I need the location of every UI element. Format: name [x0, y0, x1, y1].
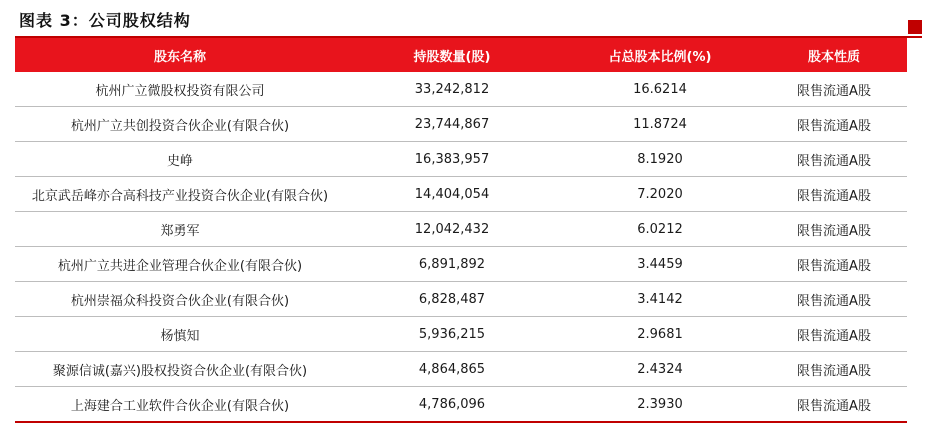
cell-share-type: 限售流通A股: [761, 282, 907, 317]
cell-share-type: 限售流通A股: [761, 72, 907, 107]
table-row: [15, 72, 907, 107]
table-row: [15, 247, 907, 282]
cell-share-type: 限售流通A股: [761, 177, 907, 212]
corner-accent-mark: [908, 20, 922, 34]
cell-share-count: 4,864,865: [345, 352, 559, 387]
cell-shareholder-name: 杭州广立共创投资合伙企业(有限合伙): [15, 107, 345, 142]
cell-share-count: 4,786,096: [345, 387, 559, 423]
cell-share-count: 14,404,054: [345, 177, 559, 212]
cell-share-ratio: 3.4459: [559, 247, 761, 282]
cell-shareholder-name: 史峥: [15, 142, 345, 177]
cell-share-ratio: 8.1920: [559, 142, 761, 177]
table-row: [15, 282, 907, 317]
figure-title: 图表 3：公司股权结构: [19, 11, 191, 30]
cell-share-ratio: 2.3930: [559, 387, 761, 423]
cell-share-ratio: 6.0212: [559, 212, 761, 247]
cell-share-type: 限售流通A股: [761, 142, 907, 177]
cell-shareholder-name: 杭州崇福众科投资合伙企业(有限合伙): [15, 282, 345, 317]
cell-share-count: 6,891,892: [345, 247, 559, 282]
cell-shareholder-name: 杭州广立共进企业管理合伙企业(有限合伙): [15, 247, 345, 282]
cell-share-ratio: 7.2020: [559, 177, 761, 212]
table-row: [15, 142, 907, 177]
cell-shareholder-name: 郑勇军: [15, 212, 345, 247]
cell-shareholder-name: 杨慎知: [15, 317, 345, 352]
table-row: [15, 317, 907, 352]
header-shareholder-name: 股东名称: [15, 38, 345, 72]
cell-share-ratio: 2.9681: [559, 317, 761, 352]
cell-shareholder-name: 上海建合工业软件合伙企业(有限合伙): [15, 387, 345, 423]
table-row: [15, 107, 907, 142]
cell-share-ratio: 3.4142: [559, 282, 761, 317]
cell-share-ratio: 2.4324: [559, 352, 761, 387]
cell-share-count: 16,383,957: [345, 142, 559, 177]
table-row: [15, 177, 907, 212]
cell-share-ratio: 16.6214: [559, 72, 761, 107]
cell-share-count: 6,828,487: [345, 282, 559, 317]
cell-shareholder-name: 聚源信诚(嘉兴)股权投资合伙企业(有限合伙): [15, 352, 345, 387]
header-share-ratio: 占总股本比例(%): [559, 38, 761, 72]
table-row: [15, 352, 907, 387]
cell-share-count: 33,242,812: [345, 72, 559, 107]
cell-share-count: 23,744,867: [345, 107, 559, 142]
cell-share-count: 5,936,215: [345, 317, 559, 352]
cell-shareholder-name: 北京武岳峰亦合高科技产业投资合伙企业(有限合伙): [15, 177, 345, 212]
cell-share-type: 限售流通A股: [761, 212, 907, 247]
cell-share-type: 限售流通A股: [761, 107, 907, 142]
title-bar: [15, 0, 922, 38]
table-row: [15, 212, 907, 247]
cell-share-ratio: 11.8724: [559, 107, 761, 142]
cell-share-type: 限售流通A股: [761, 352, 907, 387]
cell-shareholder-name: 杭州广立微股权投资有限公司: [15, 72, 345, 107]
cell-share-type: 限售流通A股: [761, 387, 907, 423]
cell-share-count: 12,042,432: [345, 212, 559, 247]
cell-share-type: 限售流通A股: [761, 317, 907, 352]
cell-share-type: 限售流通A股: [761, 247, 907, 282]
header-share-count: 持股数量(股): [345, 38, 559, 72]
table-row: [15, 387, 907, 423]
table-header-row: [15, 38, 907, 72]
shareholder-table: [15, 38, 907, 423]
header-share-type: 股本性质: [761, 38, 907, 72]
